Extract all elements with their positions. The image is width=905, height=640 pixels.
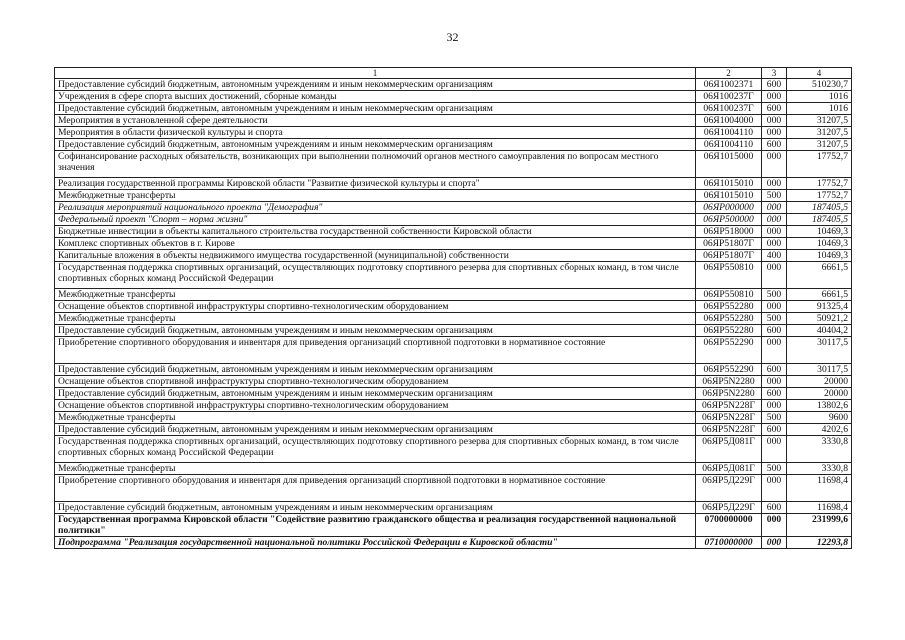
row-vr-cell: 000: [762, 475, 787, 502]
row-sum-cell: 11698,4: [787, 475, 852, 502]
row-vr-cell: 600: [762, 103, 787, 115]
row-vr-cell: 500: [762, 412, 787, 424]
table-row: [55, 139, 852, 151]
row-sum-cell: 10469,3: [787, 226, 852, 238]
row-sum-cell: 3330,8: [787, 436, 852, 463]
row-code-cell: 06ЯР5N228Г: [696, 424, 762, 436]
column-header-sum: 4: [787, 68, 852, 79]
table-row: [55, 115, 852, 127]
table-row: [55, 91, 852, 103]
row-vr-cell: 000: [762, 202, 787, 214]
row-vr-cell: 600: [762, 79, 787, 91]
table-row: [55, 238, 852, 250]
table-row: [55, 537, 852, 549]
row-vr-cell: 000: [762, 514, 787, 537]
row-name-cell: Предоставление субсидий бюджетным, автономным учреждениям и иным некоммерческим организациям: [55, 325, 696, 337]
table-row: [55, 202, 852, 214]
row-name-cell: Межбюджетные трансферты: [55, 190, 696, 202]
row-sum-cell: 17752,7: [787, 151, 852, 178]
row-name-cell: Капитальные вложения в объекты недвижимого имущества государственной (муниципальной) собственности: [55, 250, 696, 262]
row-name-cell: Межбюджетные трансферты: [55, 313, 696, 325]
row-sum-cell: 187405,5: [787, 202, 852, 214]
row-code-cell: 06Я1004000: [696, 115, 762, 127]
table-row: [55, 424, 852, 436]
table-row: [55, 250, 852, 262]
table-row: [55, 190, 852, 202]
table-row: [55, 388, 852, 400]
row-name-cell: Предоставление субсидий бюджетным, автономным учреждениям и иным некоммерческим организациям: [55, 79, 696, 91]
row-sum-cell: 91325,4: [787, 301, 852, 313]
row-code-cell: 0700000000: [696, 514, 762, 537]
table-row: [55, 103, 852, 115]
row-name-cell: Оснащение объектов спортивной инфраструктуры спортивно-технологическим оборудованием: [55, 400, 696, 412]
row-sum-cell: 17752,7: [787, 178, 852, 190]
row-vr-cell: 000: [762, 337, 787, 364]
row-vr-cell: 000: [762, 537, 787, 549]
row-sum-cell: 6661,5: [787, 262, 852, 289]
row-sum-cell: 9600: [787, 412, 852, 424]
row-name-cell: Реализация мероприятий национального проекта "Демография": [55, 202, 696, 214]
row-sum-cell: 1016: [787, 103, 852, 115]
row-code-cell: 06Я1015010: [696, 178, 762, 190]
row-code-cell: 06ЯР51807Г: [696, 238, 762, 250]
row-vr-cell: 500: [762, 289, 787, 301]
row-name-cell: Предоставление субсидий бюджетным, автономным учреждениям и иным некоммерческим организациям: [55, 424, 696, 436]
row-sum-cell: 510230,7: [787, 79, 852, 91]
row-code-cell: 06Я1015010: [696, 190, 762, 202]
row-code-cell: 06ЯР5Д229Г: [696, 502, 762, 514]
table-row: [55, 463, 852, 475]
row-code-cell: 06ЯР552280: [696, 313, 762, 325]
table-row: [55, 502, 852, 514]
row-code-cell: 06ЯР550810: [696, 262, 762, 289]
row-code-cell: 06ЯР51807Г: [696, 250, 762, 262]
table-body: [55, 79, 852, 549]
table-row: [55, 376, 852, 388]
row-sum-cell: 17752,7: [787, 190, 852, 202]
row-vr-cell: 600: [762, 502, 787, 514]
row-name-cell: Федеральный проект "Спорт – норма жизни": [55, 214, 696, 226]
row-sum-cell: 1016: [787, 91, 852, 103]
row-vr-cell: 000: [762, 178, 787, 190]
row-name-cell: Софинансирование расходных обязательств, возникающих при выполнении полномочий органов местного самоуправления по вопросам местного значения: [55, 151, 696, 178]
row-name-cell: Приобретение спортивного оборудования и инвентаря для приведения организаций спортивной подготовки в нормативное состояние: [55, 475, 696, 502]
row-vr-cell: 600: [762, 139, 787, 151]
row-code-cell: 06ЯР552280: [696, 301, 762, 313]
row-name-cell: Предоставление субсидий бюджетным, автономным учреждениям и иным некоммерческим организациям: [55, 364, 696, 376]
row-name-cell: Государственная поддержка спортивных организаций, осуществляющих подготовку спортивного резерва для спортивных сборных команд, в том числе спортивных сборных команд Российской Федерации: [55, 436, 696, 463]
row-name-cell: Учреждения в сфере спорта высших достижений, сборные команды: [55, 91, 696, 103]
row-code-cell: 06Я1015000: [696, 151, 762, 178]
table-row: [55, 514, 852, 537]
row-vr-cell: 000: [762, 214, 787, 226]
row-sum-cell: 20000: [787, 376, 852, 388]
table-row: [55, 79, 852, 91]
row-code-cell: 06Я1004110: [696, 139, 762, 151]
row-sum-cell: 10469,3: [787, 238, 852, 250]
row-code-cell: 06ЯР5N2280: [696, 376, 762, 388]
table-row: [55, 226, 852, 238]
table-row: [55, 127, 852, 139]
row-code-cell: 0710000000: [696, 537, 762, 549]
row-name-cell: Государственная программа Кировской области "Содействие развитию гражданского общества и реализация государственной национальной политики": [55, 514, 696, 537]
row-sum-cell: 50921,2: [787, 313, 852, 325]
row-code-cell: 06ЯР550810: [696, 289, 762, 301]
header-row: [55, 68, 852, 79]
row-sum-cell: 11698,4: [787, 502, 852, 514]
row-vr-cell: 500: [762, 463, 787, 475]
row-code-cell: 06ЯР500000: [696, 214, 762, 226]
budget-table: [54, 67, 852, 549]
table-row: [55, 262, 852, 289]
row-vr-cell: 000: [762, 400, 787, 412]
row-vr-cell: 000: [762, 127, 787, 139]
row-sum-cell: 30117,5: [787, 364, 852, 376]
table-row: [55, 214, 852, 226]
row-sum-cell: 3330,8: [787, 463, 852, 475]
row-sum-cell: 30117,5: [787, 337, 852, 364]
column-header-vr: 3: [762, 68, 787, 79]
row-name-cell: Оснащение объектов спортивной инфраструктуры спортивно-технологическим оборудованием: [55, 301, 696, 313]
row-code-cell: 06ЯР552290: [696, 364, 762, 376]
table-row: [55, 436, 852, 463]
row-vr-cell: 000: [762, 91, 787, 103]
row-name-cell: Приобретение спортивного оборудования и инвентаря для приведения организаций спортивной подготовки в нормативное состояние: [55, 337, 696, 364]
row-vr-cell: 000: [762, 376, 787, 388]
row-code-cell: 06ЯР5N228Г: [696, 400, 762, 412]
row-vr-cell: 000: [762, 301, 787, 313]
row-sum-cell: 31207,5: [787, 115, 852, 127]
row-sum-cell: 12293,8: [787, 537, 852, 549]
table-row: [55, 337, 852, 364]
row-name-cell: Государственная поддержка спортивных организаций, осуществляющих подготовку спортивного резерва для спортивных сборных команд, в том числе спортивных сборных команд Российской Федерации: [55, 262, 696, 289]
row-code-cell: 06Я100237Г: [696, 103, 762, 115]
table-row: [55, 151, 852, 178]
row-name-cell: Предоставление субсидий бюджетным, автономным учреждениям и иным некоммерческим организациям: [55, 139, 696, 151]
row-name-cell: Подпрограмма "Реализация государственной национальной политики Российской Федерации в Кировской области": [55, 537, 696, 549]
row-code-cell: 06ЯР5N2280: [696, 388, 762, 400]
row-vr-cell: 600: [762, 424, 787, 436]
row-name-cell: Предоставление субсидий бюджетным, автономным учреждениям и иным некоммерческим организациям: [55, 103, 696, 115]
row-sum-cell: 13802,6: [787, 400, 852, 412]
row-code-cell: 06ЯР5Д081Г: [696, 463, 762, 475]
column-header-name: 1: [55, 68, 696, 79]
row-sum-cell: 40404,2: [787, 325, 852, 337]
row-name-cell: Межбюджетные трансферты: [55, 412, 696, 424]
row-sum-cell: 20000: [787, 388, 852, 400]
row-code-cell: 06ЯР000000: [696, 202, 762, 214]
row-sum-cell: 10469,3: [787, 250, 852, 262]
row-vr-cell: 600: [762, 325, 787, 337]
row-vr-cell: 500: [762, 313, 787, 325]
row-sum-cell: 31207,5: [787, 127, 852, 139]
row-vr-cell: 500: [762, 190, 787, 202]
row-vr-cell: 000: [762, 226, 787, 238]
row-vr-cell: 400: [762, 250, 787, 262]
row-sum-cell: 187405,5: [787, 214, 852, 226]
table-row: [55, 313, 852, 325]
column-header-code: 2: [696, 68, 762, 79]
row-code-cell: 06ЯР552280: [696, 325, 762, 337]
row-name-cell: Реализация государственной программы Кировской области "Развитие физической культуры и спорта": [55, 178, 696, 190]
table-row: [55, 301, 852, 313]
table-row: [55, 412, 852, 424]
row-name-cell: Предоставление субсидий бюджетным, автономным учреждениям и иным некоммерческим организациям: [55, 502, 696, 514]
row-code-cell: 06ЯР5N228Г: [696, 412, 762, 424]
table-row: [55, 400, 852, 412]
row-vr-cell: 000: [762, 151, 787, 178]
table-row: [55, 178, 852, 190]
table-row: [55, 325, 852, 337]
row-vr-cell: 000: [762, 115, 787, 127]
row-name-cell: Мероприятия в установленной сфере деятельности: [55, 115, 696, 127]
row-vr-cell: 000: [762, 238, 787, 250]
row-vr-cell: 600: [762, 388, 787, 400]
table-row: [55, 475, 852, 502]
row-sum-cell: 231999,6: [787, 514, 852, 537]
row-vr-cell: 000: [762, 262, 787, 289]
row-code-cell: 06Я100237Г: [696, 91, 762, 103]
row-code-cell: 06ЯР552290: [696, 337, 762, 364]
row-vr-cell: 600: [762, 364, 787, 376]
table-row: [55, 364, 852, 376]
row-code-cell: 06Я1002371: [696, 79, 762, 91]
row-sum-cell: 4202,6: [787, 424, 852, 436]
table-row: [55, 289, 852, 301]
row-sum-cell: 31207,5: [787, 139, 852, 151]
row-vr-cell: 000: [762, 436, 787, 463]
row-name-cell: Межбюджетные трансферты: [55, 289, 696, 301]
row-name-cell: Оснащение объектов спортивной инфраструктуры спортивно-технологическим оборудованием: [55, 376, 696, 388]
row-name-cell: Мероприятия в области физической культуры и спорта: [55, 127, 696, 139]
row-sum-cell: 6661,5: [787, 289, 852, 301]
row-code-cell: 06ЯР5Д229Г: [696, 475, 762, 502]
row-code-cell: 06Я1004110: [696, 127, 762, 139]
row-code-cell: 06ЯР518000: [696, 226, 762, 238]
row-name-cell: Бюджетные инвестиции в объекты капитального строительства государственной собственности Кировской области: [55, 226, 696, 238]
row-code-cell: 06ЯР5Д081Г: [696, 436, 762, 463]
row-name-cell: Межбюджетные трансферты: [55, 463, 696, 475]
row-name-cell: Комплекс спортивных объектов в г. Кирове: [55, 238, 696, 250]
row-name-cell: Предоставление субсидий бюджетным, автономным учреждениям и иным некоммерческим организациям: [55, 388, 696, 400]
page-number: 32: [446, 30, 459, 44]
